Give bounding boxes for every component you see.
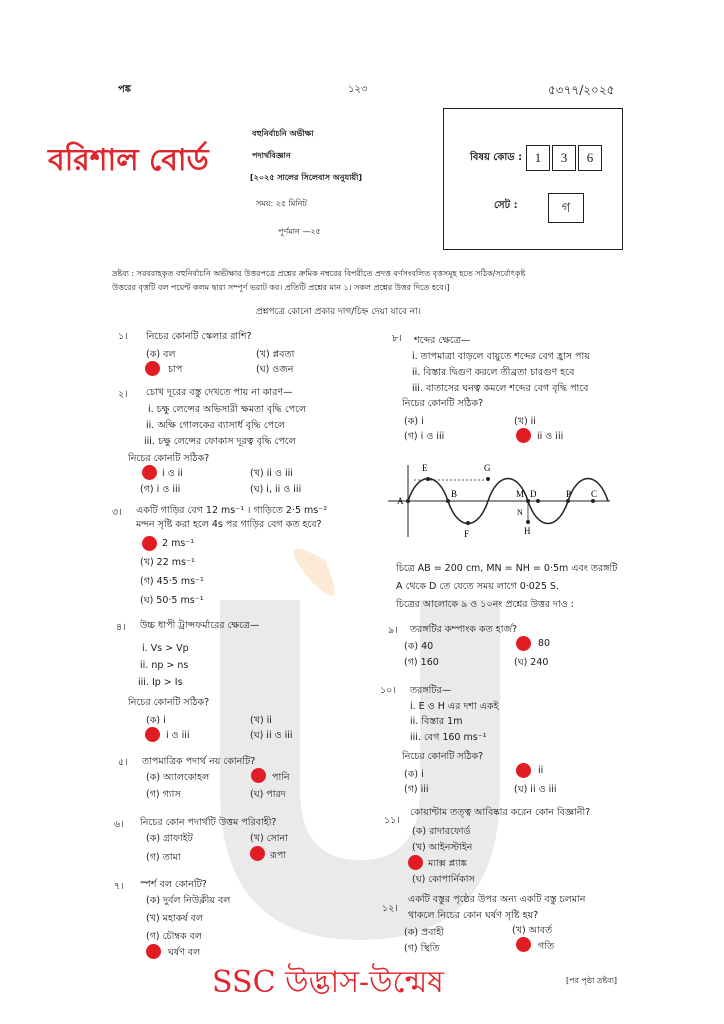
q3-option-c: (গ) 45·5 ms⁻¹ [140,576,204,587]
q2-option-d: (ঘ) i, ii ও iii [250,484,302,495]
diagram-caption-2: A থেকে D তে যেতে সময় লাগে 0·025 S. [396,581,559,592]
diagram-label-b: B [451,489,458,499]
syllabus-note: [২০২৫ সালের সিলেবাস অনুযায়ী] [250,173,363,182]
q2-option-a: i ও ii [162,468,183,479]
q3-option-a: 2 ms⁻¹ [162,538,195,549]
q4-option-a: (ক) i [146,715,166,726]
q5-number: ৫। [118,757,128,768]
diagram-label-f: F [464,529,470,539]
time-limit: সময়: ২৫ মিনিট [256,199,307,208]
q7-number: ৭। [114,881,124,892]
q9-option-b: 80 [538,638,551,649]
q4-statement-3: iii. Ip > Is [138,677,183,688]
diagram-caption-3: চিত্রের আলোকে ৯ ও ১০নং প্রশ্নের উত্তর দাও : [396,599,574,610]
q8-answer-mark [516,428,531,443]
q8-text: শব্দের ক্ষেত্রে— [414,335,471,346]
q1-number: ১। [118,331,128,342]
q6-option-d: রূপা [270,850,287,861]
diagram-label-a: A [397,496,404,506]
q3-number: ৩। [112,507,122,518]
q12-text-2: থাকলে নিচের কোন ঘর্ষণ সৃষ্টি হয়? [408,910,539,921]
q3-answer-mark [142,536,157,551]
subject-code-label: বিষয় কোড : [470,152,523,163]
exam-type: বহুনির্বাচনি অভীক্ষা [252,129,314,138]
q7-option-a: (ক) দুর্বল নিউক্লীয় বল [146,895,231,906]
q2-text: চোখ দূরের বস্তু দেখতে পায় না কারণ— [146,387,293,398]
q6-number: ৬। [114,819,124,830]
q5-option-c: (গ) গ্যাস [146,789,181,800]
set-label: সেট : [494,200,518,211]
q2-option-c: (গ) i ও iii [140,484,181,495]
diagram-label-h: H [524,526,531,536]
q8-number: ৮। [392,333,402,344]
diagram-caption-1: চিত্রে AB = 200 cm, MN = NH = 0·5m এবং তরঙ্গটি [396,563,618,574]
q5-answer-mark [251,768,266,783]
q8-ask: নিচের কোনটি সঠিক? [402,398,484,409]
q8-option-c: (গ) i ও iii [404,431,445,442]
notice: প্রশ্নপত্রে কোনো প্রকার দাগ/চিহ্ন দেয়া যাবে না। [256,307,421,317]
diagram-label-c: C [591,489,598,499]
q10-option-d: (ঘ) ii ও iii [514,784,557,795]
q11-answer-mark [408,855,423,870]
diagram-label-g: G [484,463,491,473]
q2-option-b: (খ) ii ও iii [250,468,293,479]
diagram-label-e: E [422,463,428,473]
q1-answer-mark [145,361,160,376]
q2-statement-3: iii. চক্ষু লেন্সের ফোকাস দূরত্ব বৃদ্ধি পেলে [144,436,296,447]
q1-option-c: চাপ [168,364,183,375]
q9-number: ৯। [388,625,398,636]
q10-option-b: ii [538,765,544,776]
next-page-note: [পর পৃষ্ঠা দ্রষ্টব্য] [566,976,618,985]
q2-statement-1: i. চক্ষু লেন্সের অভিসারী ক্ষমতা বৃদ্ধি পেলে [148,404,307,415]
q5-option-b: পানি [272,772,290,783]
diagram-label-p: P [566,489,572,499]
q8-option-b: (খ) ii [514,416,536,427]
q3-option-d: (ঘ) 50·5 ms⁻¹ [140,595,204,606]
q4-statement-1: i. Vs > Vp [142,643,189,654]
q6-answer-mark [250,846,265,861]
q11-text: কোয়ান্টাম তত্ত্ব আবিষ্কার করেন কোন বিজ্ঞানী? [410,807,591,818]
q4-option-b: (খ) ii [250,715,272,726]
paper-code: ৫৩৭৭/২০২৫ [548,83,615,97]
q4-text: উচ্চ ধাপী ট্রান্সফর্মারের ক্ষেত্রে— [140,620,260,631]
set-value: গ [548,193,584,223]
q12-answer-mark [516,937,531,952]
subject-code-digit-2: 3 [552,145,576,171]
q7-option-d: ঘর্ষণ বল [168,947,201,958]
q8-statement-3: iii. বাতাসের ঘনত্ব কমলে শব্দের বেগ বৃদ্ধি পাবে [412,383,589,394]
subject-code-digit-1: 1 [526,145,550,171]
q1-option-d: (ঘ) ওজন [256,364,294,375]
instructions-line-1: দ্রষ্টব্য : সরবরাহকৃত বহুনির্বাচনি অভীক্ষার উত্তরপত্রে প্রশ্নের ক্রমিক নম্বরের বিপরীতে প্রদত্ত বর্ণসংবলিত বৃত্তসমূহ হতে সঠিক/সর্বোৎকৃষ্ট [112,269,526,278]
q8-option-a: (ক) i [404,416,424,427]
wave-diagram [388,455,638,550]
q7-option-c: (গ) চৌম্বক বল [146,931,202,942]
q2-answer-mark [142,465,157,480]
q11-option-a: (ক) রাদারফোর্ড [412,826,471,837]
q12-option-a: (ক) প্রবাহী [404,927,444,938]
q12-option-b: (খ) আবর্ত [512,925,553,936]
q6-text: নিচের কোন পদার্থটি উত্তম পরিবাহী? [140,817,277,828]
q5-option-a: (ক) অ্যালকোহল [146,772,210,783]
q8-statement-2: ii. বিস্তার দ্বিগুণ করলে তীব্রতা চারগুণ হবে [412,367,575,378]
q8-option-d: ii ও iii [537,431,564,442]
q6-option-a: (ক) গ্রাফাইট [146,833,193,844]
q11-option-d: (ঘ) কোপার্নিকাস [412,874,475,885]
full-marks: পূর্ণমান —২৫ [278,227,321,236]
page-label: পঙ্ক [118,84,132,95]
q3-option-b: (খ) 22 ms⁻¹ [140,557,195,568]
q8-statement-1: i. তাপমাত্রা বাড়লে বায়ুতে শব্দের বেগ হ্রাস পায় [412,351,590,362]
q10-statement-1: i. E ও H এর দশা একই [410,701,499,712]
subject: পদার্থবিজ্ঞান [252,151,291,160]
q9-text: তরঙ্গটির কম্পাংক কত হার্জ? [410,624,518,635]
q10-answer-mark [516,763,531,778]
q10-statement-2: ii. বিস্তার 1m [410,716,463,727]
q1-option-a: (ক) বল [146,349,176,360]
diagram-label-d: D [530,489,537,499]
q11-option-b: (খ) আইনস্টাইন [412,842,473,853]
q12-option-d: গতি [538,941,555,952]
instructions-line-2: উত্তরের বৃত্তটি বল পয়েন্ট কলম দ্বারা সম্পূর্ণ ভরাট কর। প্রতিটি প্রশ্নের মান ১। সকল প্রশ্নের উত্তর দিতে হবে।] [112,283,450,292]
q6-option-b: (খ) সোনা [250,833,288,844]
q9-option-d: (ঘ) 240 [514,657,549,668]
q2-number: ২। [118,389,128,400]
q9-option-c: (গ) 160 [404,657,439,668]
q6-option-c: (গ) তামা [146,852,181,863]
q4-ask: নিচের কোনটি সঠিক? [128,697,210,708]
q3-text-2: মন্দন সৃষ্টি করা হলে 4s পর গাড়ির বেগ কত হবে? [136,519,322,530]
q1-option-b: (খ) প্লবতা [256,349,295,360]
q10-text: তরঙ্গটির— [410,685,452,696]
q2-statement-2: ii. অক্ষি গোলকের ব্যাসার্ধ বৃদ্ধি পেলে [146,420,285,431]
subject-code-digit-3: 6 [578,145,602,171]
q5-option-d: (ঘ) পারদ [250,789,286,800]
brand-footer: SSC উদ্ভাস-উন্মেষ [212,965,444,1000]
q10-option-c: (গ) iii [404,784,429,795]
q10-option-a: (ক) i [404,769,424,780]
diagram-label-m: M [516,489,525,499]
q12-number: ১২। [382,903,398,914]
q12-option-c: (গ) স্থিতি [404,943,440,954]
q10-number: ১০। [380,685,396,696]
board-title: বরিশাল বোর্ড [48,143,209,178]
q4-statement-2: ii. np > ns [140,660,189,671]
q7-text: স্পর্শ বল কোনটি? [140,879,207,890]
q7-answer-mark [146,944,161,959]
q1-text: নিচের কোনটি স্কেলার রাশি? [146,331,252,342]
q9-option-a: (ক) 40 [404,641,434,652]
q7-option-b: (খ) মহাকর্ষ বল [146,913,203,924]
q11-option-c: ম্যাক্স প্ল্যাঙ্ক [428,858,467,869]
q9-answer-mark [516,636,531,651]
q4-option-d: (ঘ) ii ও iii [250,730,293,741]
q11-number: ১১। [384,815,400,826]
q2-ask: নিচের কোনটি সঠিক? [128,453,210,464]
diagram-label-n: N [517,508,523,517]
q10-ask: নিচের কোনটি সঠিক? [402,751,484,762]
q12-text: একটি বস্তুর পৃষ্ঠের উপর অন্য একটি বস্তু চলমান [408,894,586,905]
q5-text: তাপমাত্রিক পদার্থ নয় কোনটি? [142,756,256,767]
page-number: ১২৩ [348,84,368,95]
q4-answer-mark [145,727,160,742]
q3-text: একটি গাড়ির বেগ 12 ms⁻¹ । গাড়িতে 2·5 ms⁻² [136,505,328,516]
q10-statement-3: iii. বেগ 160 ms⁻¹ [410,732,487,743]
q4-option-c: i ও iii [166,730,190,741]
q4-number: ৪। [116,622,126,633]
code-box [443,108,623,250]
